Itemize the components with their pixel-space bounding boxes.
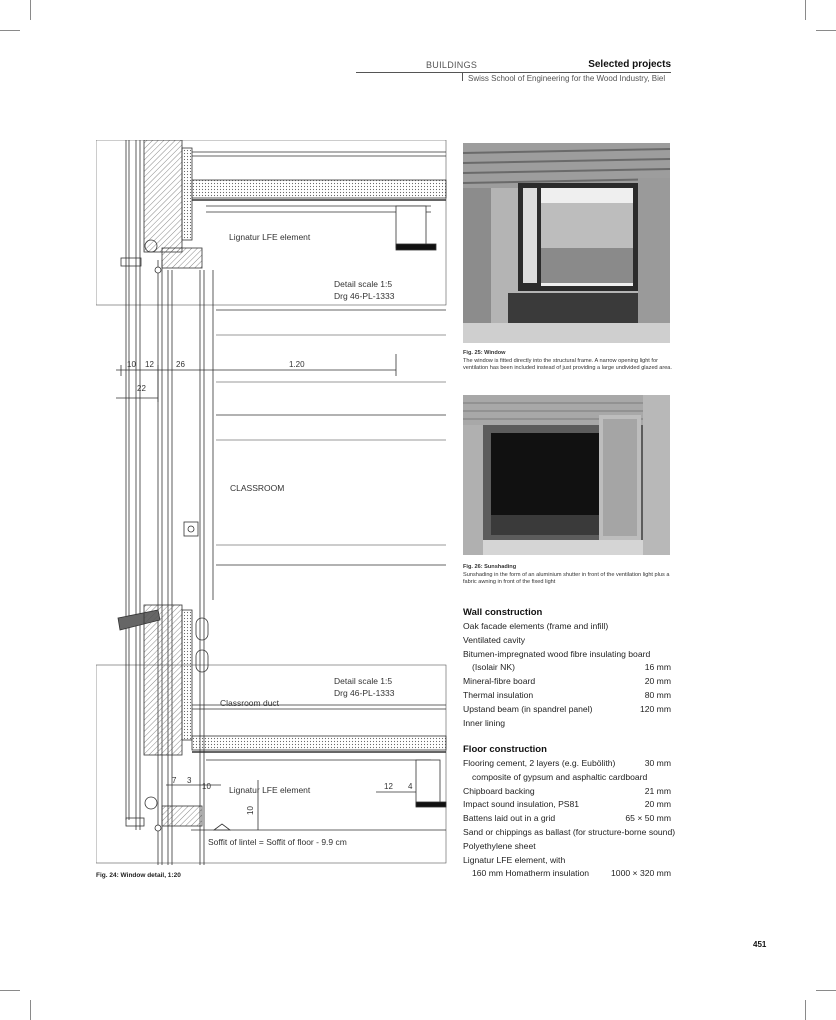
spec-label: Chipboard backing (463, 785, 535, 796)
spec-label: Flooring cement, 2 layers (e.g. Eubölith) (463, 758, 616, 768)
label-drawing-ref-top: Drg 46-PL-1333 (334, 291, 395, 301)
spec-value: 21 mm (644, 785, 671, 796)
spec-value: 1000 × 320 mm (611, 868, 671, 879)
page-title: Selected projects (588, 59, 671, 70)
spec-row (463, 812, 671, 826)
dimension-3: 3 (187, 776, 192, 785)
figure-26-text: Sunshading in the form of an aluminium shutter in front of the ventilation light plus a fabric awning in front of the fixed light (463, 571, 670, 586)
label-lignatur-top: Lignatur LFE element (229, 232, 311, 242)
wall-construction-spec (463, 607, 671, 730)
floor-construction-spec (463, 744, 676, 881)
figure-24-caption: Fig. 24: Window detail, 1:20 (96, 872, 181, 879)
dimension-12: 12 (145, 360, 154, 369)
spec-label: Oak facade elements (frame and infill) (463, 621, 609, 631)
crop-mark (0, 30, 20, 31)
figure-25-caption (463, 350, 678, 373)
dimension-10: 10 (127, 360, 136, 369)
figure-25-title: Fig. 25: Window (463, 350, 506, 356)
spec-label: Impact sound insulation, PS81 (463, 799, 580, 810)
spec-value: 16 mm (644, 662, 671, 673)
spec-label: Ventilated cavity (463, 634, 526, 645)
window-detail-drawing (96, 140, 448, 865)
crop-mark (805, 1000, 806, 1020)
page-subtitle: Swiss School of Engineering for the Wood Industry, Biel (468, 74, 666, 83)
spec-label: composite of gypsum and asphaltic cardboard (472, 771, 648, 782)
label-lignatur-bottom: Lignatur LFE element (229, 785, 311, 795)
spec-row (463, 675, 671, 689)
spec-label: Thermal insulation (463, 689, 534, 700)
crop-mark (816, 990, 836, 991)
spec-label: (Isolair NK) (472, 662, 515, 673)
spec-row (463, 771, 671, 785)
wall-construction-title: Wall construction (463, 607, 543, 618)
spec-value: 120 mm (639, 703, 671, 714)
label-classroom: CLASSROOM (230, 483, 285, 493)
window-photo (463, 143, 670, 343)
label-drawing-ref-bottom: Drg 46-PL-1333 (334, 688, 395, 698)
spec-row (463, 798, 671, 812)
spec-row (463, 634, 671, 648)
running-head (356, 60, 671, 90)
crop-mark (0, 990, 20, 991)
header-rule (356, 72, 671, 73)
crop-mark (30, 1000, 31, 1020)
sunshading-photo (463, 395, 670, 555)
page-number: 451 (753, 940, 767, 949)
spec-label: 160 mm Homatherm insulation (472, 868, 590, 879)
drawing-lines (96, 140, 448, 865)
dimension-10-sill: 10 (202, 782, 211, 791)
spec-row (463, 717, 671, 731)
spec-label: Lignatur LFE element, with (463, 854, 566, 865)
spec-label: Battens laid out in a grid (463, 813, 556, 824)
label-classroom-duct: Classroom duct (220, 698, 280, 708)
spec-row (463, 867, 671, 881)
crop-mark (816, 30, 836, 31)
spec-value: 30 mm (644, 758, 671, 768)
spec-row (463, 703, 671, 717)
section-label: BUILDINGS (426, 60, 478, 70)
spec-row (463, 648, 671, 662)
floor-construction-title: Floor construction (463, 744, 547, 755)
spec-row (463, 840, 671, 854)
spec-value: 20 mm (644, 799, 671, 810)
label-detail-scale-bottom: Detail scale 1:5 (334, 676, 393, 686)
crop-mark (805, 0, 806, 20)
figure-25-text: The window is fitted directly into the structural frame. A narrow opening light for ventilation has been included instead of just providing a large undivided glazed area. (463, 357, 672, 372)
spec-label: Bitumen-impregnated wood fibre insulating board (463, 648, 651, 659)
dimension-12-sill: 12 (384, 782, 393, 791)
label-soffit: Soffit of lintel = Soffit of floor - 9.9 cm (208, 837, 347, 847)
spec-row (463, 620, 671, 634)
spec-row (463, 757, 671, 771)
header-tick (462, 72, 463, 81)
spec-row (463, 854, 671, 868)
spec-label: Sand or chippings as ballast (for structure-borne sound) (463, 826, 676, 837)
dimension-10-soffit: 10 (245, 806, 255, 815)
spec-label: Polyethylene sheet (463, 840, 536, 851)
dimension-7: 7 (172, 776, 177, 785)
spec-value: 80 mm (644, 689, 671, 700)
label-detail-scale-top: Detail scale 1:5 (334, 279, 393, 289)
spec-label: Mineral-fibre board (463, 676, 536, 687)
spec-value: 65 × 50 mm (625, 813, 671, 824)
spec-row (463, 826, 676, 840)
dimension-22: 22 (137, 384, 146, 393)
dimension-4: 4 (408, 782, 413, 791)
crop-mark (30, 0, 31, 20)
spec-value: 20 mm (644, 676, 671, 687)
spec-row (463, 689, 671, 703)
spec-label: Upstand beam (in spandrel panel) (463, 703, 593, 714)
figure-26-caption (463, 564, 678, 587)
dimension-26: 26 (176, 360, 185, 369)
dimension-1-20: 1.20 (289, 360, 305, 369)
spec-label: Inner lining (463, 717, 506, 728)
spec-row (463, 785, 671, 799)
spec-row (463, 661, 671, 675)
figure-26-title: Fig. 26: Sunshading (463, 564, 517, 570)
